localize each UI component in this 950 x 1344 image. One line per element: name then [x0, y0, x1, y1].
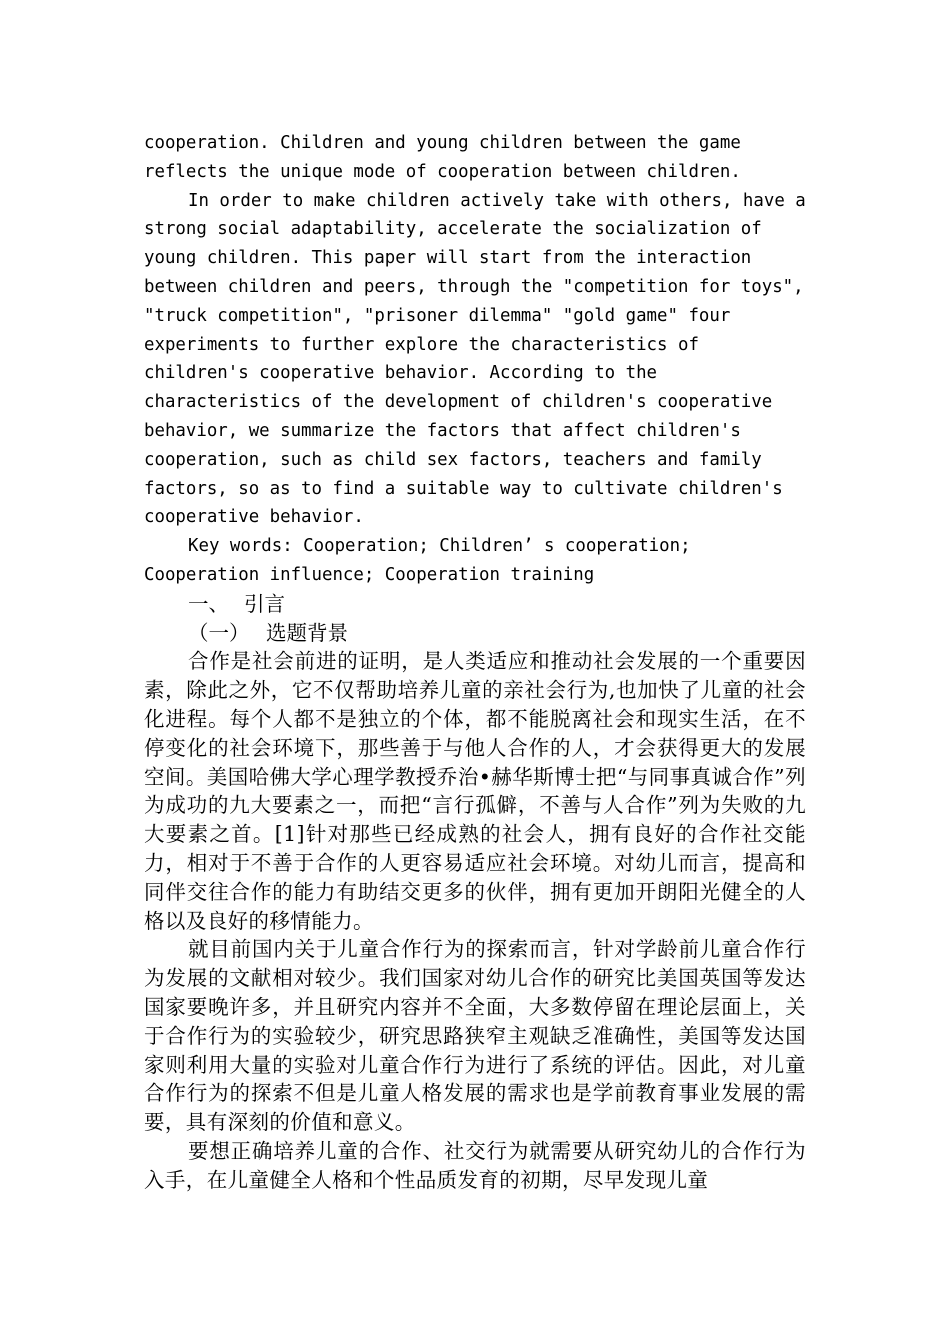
body-paragraph-1: 合作是社会前进的证明，是人类适应和推动社会发展的一个重要因素，除此之外，它不仅帮助培养儿童的亲社会行为,也加快了儿童的社会化进程。每个人都不是独立的个体，都不能脱离社会和现实生活，在不停变化的社会环境下，那些善于与他人合作的人，才会获得更大的发展空间。美国哈佛大学心理学教授乔治•赫华斯博士把“与同事真诚合作”列为成功的九大要素之一，而把“言行孤僻，不善与人合作”列为失败的九大要素之首。[1]针对那些已经成熟的社会人，拥有良好的合作社交能力，相对于不善于合作的人更容易适应社会环境。对幼儿而言，提高和同伴交往合作的能力有助结交更多的伙伴，拥有更加开朗阳光健全的人格以及良好的移情能力。 — [144, 649, 806, 933]
abstract-en-paragraph-1: cooperation. Children and young children between the game reflects the unique mode of cooperation between children. — [144, 133, 741, 182]
keywords-en-line-1: Key words: Cooperation; Children’ s cooperation; — [188, 536, 691, 557]
subsection-heading-background — [144, 619, 806, 648]
subsection-number: （一） — [188, 620, 250, 645]
body-paragraph-3: 要想正确培养儿童的合作、社交行为就需要从研究幼儿的合作行为入手，在儿童健全人格和个性品质发育的初期，尽早发现儿童 — [144, 1138, 806, 1192]
body-paragraph-2: 就目前国内关于儿童合作行为的探索而言，针对学龄前儿童合作行为发展的文献相对较少。我们国家对幼儿合作的研究比美国英国等发达国家要晚许多，并且研究内容并不全面，大多数停留在理论层面上，关于合作行为的实验较少，研究思路狭窄主观缺乏准确性，美国等发达国家则利用大量的实验对儿童合作行为进行了系统的评估。因此，对儿童合作行为的探索不但是儿童人格发展的需求也是学前教育事业发展的需要，具有深刻的价值和意义。 — [144, 937, 806, 1135]
abstract-en-paragraph-2: In order to make children actively take with others, have a strong social adaptability, accelerate the socialization of young children. This paper will start from the interaction between children and peers, through the "competition for toys", "truck competition", "prisoner dilemma" "gold game" four experiments to further explore the characteristics of children's cooperative behavior. According to the characteristics of the development of children's cooperative behavior, we summarize the factors that affect children's cooperation, such as child sex factors, teachers and family factors, so as to find a suitable way to cultivate children's cooperative behavior. — [144, 190, 806, 528]
keywords-en-line-2: Cooperation influence; Cooperation training — [144, 564, 595, 585]
section-heading-introduction — [144, 590, 806, 619]
page-content — [144, 129, 806, 1194]
subsection-title: 选题背景 — [266, 620, 348, 645]
section-number: 一、 — [188, 591, 229, 616]
section-title: 引言 — [244, 591, 285, 616]
